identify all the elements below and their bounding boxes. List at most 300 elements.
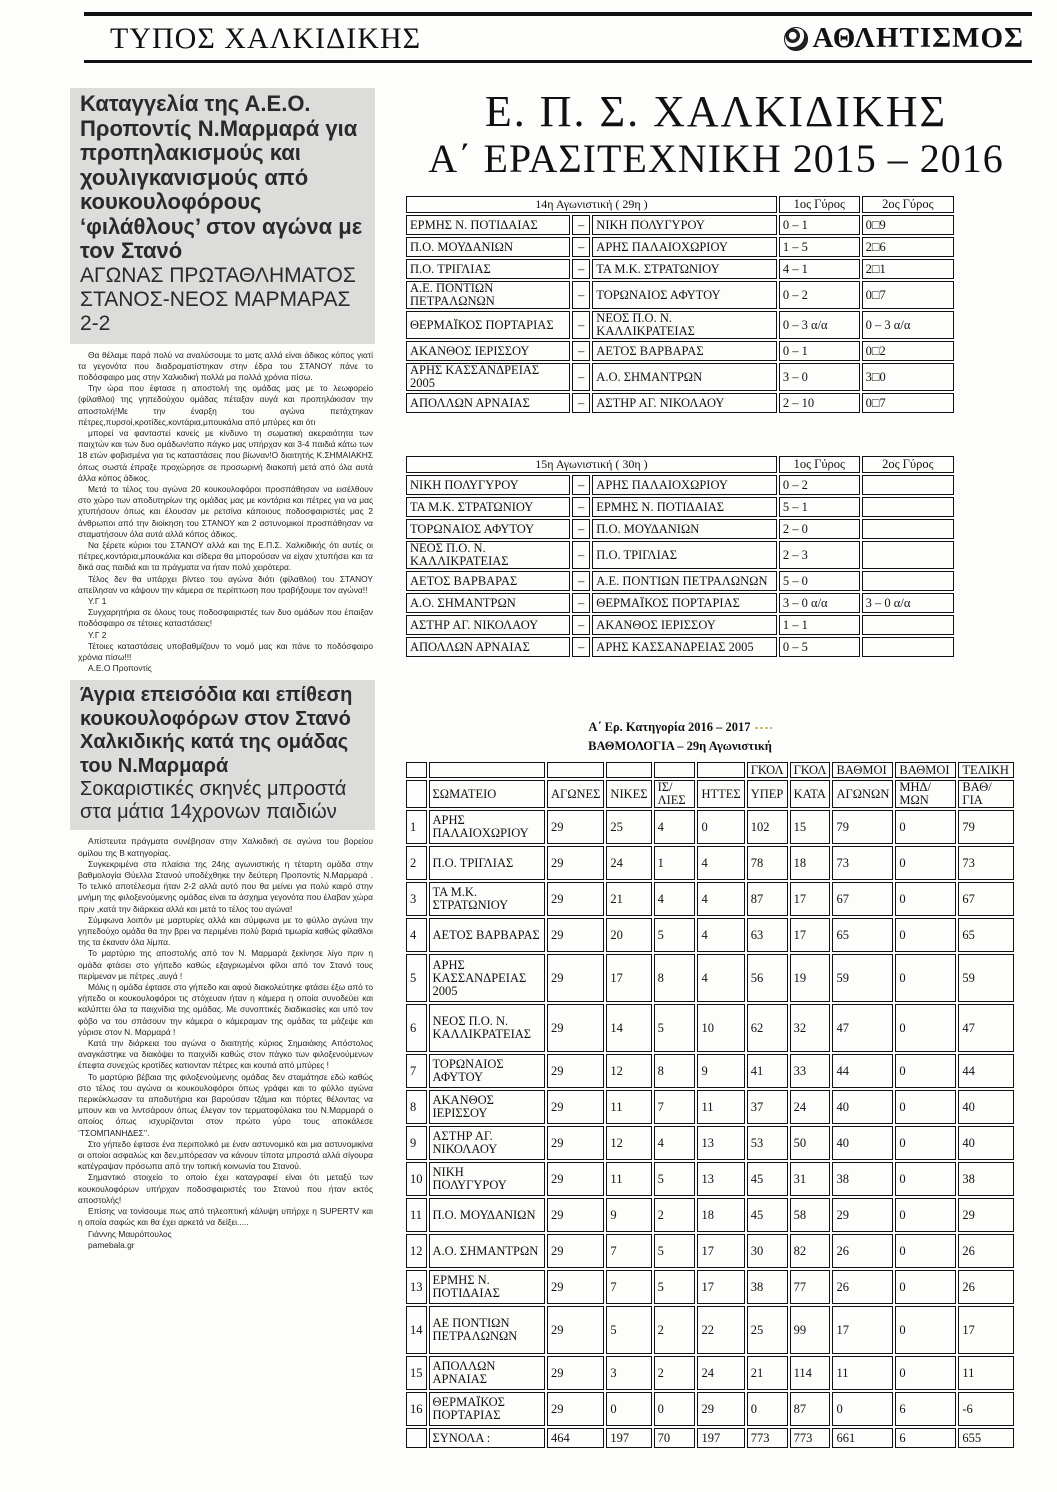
standings-row bbox=[406, 810, 1014, 844]
second-round-score: 2□1 bbox=[862, 259, 954, 279]
match-points: 11 bbox=[832, 1356, 893, 1390]
article-paragraph: Τέλος δεν θα υπάρχει βίντεο του αγώνα διότι (φίλαθλοι) του ΣΤΑΝΟΥ απείλησαν να κάψουν την κάμερα σε περίπτωση που τραβήξουμε τον αγώνα!! bbox=[78, 573, 373, 595]
header-cell: ΙΣ/ΛΙΕΣ bbox=[654, 780, 696, 808]
goals-for: 45 bbox=[747, 1162, 788, 1196]
second-round-score: 0 – 3 α/α bbox=[862, 311, 954, 339]
standings-header-top-row bbox=[406, 762, 1014, 778]
points-deducted: 0 bbox=[895, 846, 956, 880]
rank: 1 bbox=[406, 810, 427, 844]
goals-against: 19 bbox=[790, 954, 831, 1002]
article-paragraph: Να ξέρετε κύριοι του ΣΤΑΝΟΥ αλλά και της Ε.Π.Σ. Χαλκιδικής ότι αυτές οι πέτρες,κοντάρια,μπουκάλια και σίδερα θα μπορούσαν να είχαν χτυπήσει και τα δικά σας παιδιά και τα πράγματα να ήταν πολύ χειρότερα. bbox=[78, 539, 373, 573]
article-paragraph: Α.Ε.Ο Προποντίς bbox=[88, 663, 152, 674]
wins: 25 bbox=[606, 810, 651, 844]
header-cell: ΣΩΜΑΤΕΙΟ bbox=[429, 780, 545, 808]
fixture-row bbox=[406, 363, 954, 391]
total-played: 464 bbox=[547, 1428, 604, 1448]
standings-row bbox=[406, 1198, 1014, 1232]
draws: 1 bbox=[654, 846, 696, 880]
total-goals-for: 773 bbox=[747, 1428, 788, 1448]
goals-for: 41 bbox=[747, 1054, 788, 1088]
second-round-score bbox=[862, 497, 954, 517]
points-deducted: 0 bbox=[895, 1234, 956, 1268]
match-points: 79 bbox=[832, 810, 893, 844]
final-points: 59 bbox=[958, 954, 1014, 1002]
article-paragraph: Το μαρτύριο της αποστολής από τον Ν. Μαρμαρά ξεκίνησε λίγο πριν η ομάδα φτάσει στο γήπεδο καθώς εξαγριωμένοι φίλοι από τον Στανό τους περίμεναν με πέτρες ,αυγά ! bbox=[78, 948, 373, 981]
points-deducted: 0 bbox=[895, 810, 956, 844]
first-round-score: 0 – 1 bbox=[779, 215, 860, 235]
separator: – bbox=[572, 541, 590, 569]
top-rule bbox=[84, 12, 1032, 16]
first-round-score: 0 – 5 bbox=[779, 637, 860, 657]
home-team: ΑΠΟΛΛΩΝ ΑΡΝΑΙΑΣ bbox=[406, 393, 570, 413]
fixture-row bbox=[406, 615, 954, 635]
draws: 4 bbox=[654, 882, 696, 916]
header-top-cell: ΒΑΘΜΟΙ bbox=[895, 762, 956, 778]
bottom-rule bbox=[84, 60, 1032, 63]
match-points: 73 bbox=[832, 846, 893, 880]
played: 29 bbox=[547, 954, 604, 1002]
first-round-score: 0 – 3 α/α bbox=[779, 311, 860, 339]
away-team: ΝΙΚΗ ΠΟΛΥΓΥΡΟΥ bbox=[592, 215, 777, 235]
rank: 16 bbox=[406, 1392, 427, 1426]
final-points: 26 bbox=[958, 1270, 1014, 1304]
first-round-score: 0 – 2 bbox=[779, 475, 860, 495]
rank: 10 bbox=[406, 1162, 427, 1196]
standings-row bbox=[406, 1234, 1014, 1268]
separator: – bbox=[572, 393, 590, 413]
goals-for: 45 bbox=[747, 1198, 788, 1232]
article-headline-2: Άγρια επεισόδια και επίθεση κουκουλοφόρων στον Στανό Χαλκιδικής κατά της ομάδας του Ν.Μαρμαρά bbox=[80, 684, 353, 777]
second-round-score: 2□6 bbox=[862, 237, 954, 257]
losses: 18 bbox=[697, 1198, 744, 1232]
second-round-score: 0□7 bbox=[862, 393, 954, 413]
fixture-row bbox=[406, 497, 954, 517]
second-round-score: 3 – 0 α/α bbox=[862, 593, 954, 613]
col-first-round: 1ος Γύρος bbox=[779, 196, 860, 213]
points-deducted: 0 bbox=[895, 1162, 956, 1196]
away-team: Π.Ο. ΤΡΙΓΛΙΑΣ bbox=[592, 541, 777, 569]
match-points: 59 bbox=[832, 954, 893, 1002]
header-top-cell bbox=[606, 762, 651, 778]
article-paragraph: Θα θέλαμε παρά πολύ να αναλύσουμε το ματς αλλά είναι άδικος κόπος γιατί τα γεγονότα που διαδραματίστηκαν στην έδρα του ΣΤΑΝΟΥ πάνε το ποδόσφαιρο μας στην Χαλκιδική πολλά μα πολλά χρόνια πίσω. bbox=[78, 349, 373, 382]
goals-for: 53 bbox=[747, 1126, 788, 1160]
total-losses: 197 bbox=[697, 1428, 744, 1448]
separator: – bbox=[572, 615, 590, 635]
first-round-score: 3 – 0 bbox=[779, 363, 860, 391]
article-paragraph: Συγκεκριμένα στα πλαίσια της 24ης αγωνιστικής η τέταρτη ομάδα στην βαθμολογία Θύελλα Στανού υποδέχθηκε την δεύτερη Προποντίς Ν.Μαρμαρά . Το τελικό αποτέλεσμα ήταν 2-2 αλλά αυτό που θα μείνει για πολύ καιρό στην μνήμη της φιλοξενούμενης ομάδας είναι τα άσχημα γεγονότα που έλαβαν χώρα πριν ,κατά την διάρκεια αλλά και μετά το τέλος του αγώνα! bbox=[78, 858, 373, 914]
rank: 4 bbox=[406, 918, 427, 952]
total-match-points: 661 bbox=[832, 1428, 893, 1448]
team-name: ΑΣΤΗΡ ΑΓ. ΝΙΚΟΛΑΟΥ bbox=[429, 1126, 545, 1160]
fixture-row bbox=[406, 311, 954, 339]
separator: – bbox=[572, 341, 590, 361]
losses: 22 bbox=[697, 1306, 744, 1354]
losses: 13 bbox=[697, 1126, 744, 1160]
draws: 5 bbox=[654, 1270, 696, 1304]
losses: 10 bbox=[697, 1004, 744, 1052]
article-paragraph: Στο γήπεδο έφτασε ένα περιπολικό με έναν αστυνομικό και μια αστυνομικίνα οι οποίοι ασφαλώς και δεν,μπόρεσαν να κάνουν τίποτα μπροστά αλλά σίγουρα κατέγραψαν πρόσωπα από την τοπική κοινωνία του Στανού. bbox=[78, 1138, 373, 1172]
header-cell: ΝΙΚΕΣ bbox=[606, 780, 651, 808]
team-name: ΑΡΗΣ ΚΑΣΣΑΝΔΡΕΙΑΣ 2005 bbox=[429, 954, 545, 1002]
team-name: ΑΡΗΣ ΠΑΛΑΙΟΧΩΡΙΟΥ bbox=[429, 810, 545, 844]
points-deducted: 0 bbox=[895, 1270, 956, 1304]
title-line-1: Ε. Π. Σ. ΧΑΛΚΙΔΙΚΗΣ bbox=[484, 87, 948, 136]
article-column bbox=[70, 88, 375, 1438]
goals-against: 77 bbox=[790, 1270, 831, 1304]
match-points: 47 bbox=[832, 1004, 893, 1052]
away-team: Π.Ο. ΜΟΥΔΑΝΙΩΝ bbox=[592, 519, 777, 539]
losses: 29 bbox=[697, 1392, 744, 1426]
rank: 2 bbox=[406, 846, 427, 880]
goals-for: 78 bbox=[747, 846, 788, 880]
first-round-score: 2 – 3 bbox=[779, 541, 860, 569]
separator: – bbox=[572, 237, 590, 257]
points-deducted: 0 bbox=[895, 1126, 956, 1160]
points-deducted: 0 bbox=[895, 918, 956, 952]
home-team: Α.Ε. ΠΟΝΤΙΩΝ ΠΕΤΡΑΛΩΝΩΝ bbox=[406, 281, 570, 309]
col-second-round: 2ος Γύρος bbox=[862, 456, 954, 473]
header-top-cell: ΓΚΟΛ bbox=[747, 762, 788, 778]
fixture-row bbox=[406, 259, 954, 279]
fixture-row bbox=[406, 541, 954, 569]
goals-for: 62 bbox=[747, 1004, 788, 1052]
wins: 14 bbox=[606, 1004, 651, 1052]
header-cell: ΥΠΕΡ bbox=[747, 780, 788, 808]
match-points: 67 bbox=[832, 882, 893, 916]
header-cell: ΗΤΤΕΣ bbox=[697, 780, 744, 808]
team-name: ΑΕΤΟΣ ΒΑΡΒΑΡΑΣ bbox=[429, 918, 545, 952]
away-team: ΤΑ Μ.Κ. ΣΤΡΑΤΩΝΙΟΥ bbox=[592, 259, 777, 279]
team-name: Π.Ο. ΜΟΥΔΑΝΙΩΝ bbox=[429, 1198, 545, 1232]
first-round-score: 2 – 0 bbox=[779, 519, 860, 539]
first-round-score: 0 – 1 bbox=[779, 341, 860, 361]
rank: 12 bbox=[406, 1234, 427, 1268]
draws: 8 bbox=[654, 954, 696, 1002]
losses: 0 bbox=[697, 810, 744, 844]
team-name: Α.Ο. ΣΗΜΑΝΤΡΩΝ bbox=[429, 1234, 545, 1268]
played: 29 bbox=[547, 846, 604, 880]
home-team: ΑΠΟΛΛΩΝ ΑΡΝΑΙΑΣ bbox=[406, 637, 570, 657]
losses: 24 bbox=[697, 1356, 744, 1390]
fixture-row bbox=[406, 237, 954, 257]
standings-row bbox=[406, 1004, 1014, 1052]
away-team: Α.Ο. ΣΗΜΑΝΤΡΩΝ bbox=[592, 363, 777, 391]
goals-against: 82 bbox=[790, 1234, 831, 1268]
standings-heading bbox=[404, 720, 956, 754]
away-team: Α.Ε. ΠΟΝΤΙΩΝ ΠΕΤΡΑΛΩΝΩΝ bbox=[592, 571, 777, 591]
total-points-deducted: 6 bbox=[895, 1428, 956, 1448]
final-points: 65 bbox=[958, 918, 1014, 952]
standings-row bbox=[406, 1306, 1014, 1354]
rank: 6 bbox=[406, 1004, 427, 1052]
round-header: 15η Αγωνιστική ( 30η ) bbox=[406, 456, 777, 473]
draws: 5 bbox=[654, 1004, 696, 1052]
match-points: 26 bbox=[832, 1270, 893, 1304]
home-team: Α.Ο. ΣΗΜΑΝΤΡΩΝ bbox=[406, 593, 570, 613]
away-team: ΤΟΡΩΝΑΙΟΣ ΑΦΥΤΟΥ bbox=[592, 281, 777, 309]
goals-for: 30 bbox=[747, 1234, 788, 1268]
wins: 12 bbox=[606, 1054, 651, 1088]
header-top-cell bbox=[406, 762, 427, 778]
col-second-round: 2ος Γύρος bbox=[862, 196, 954, 213]
match-points: 40 bbox=[832, 1126, 893, 1160]
final-points: 67 bbox=[958, 882, 1014, 916]
team-name: ΘΕΡΜΑΪΚΟΣ ΠΟΡΤΑΡΙΑΣ bbox=[429, 1392, 545, 1426]
fixture-row bbox=[406, 393, 954, 413]
header-cell: ΑΓΩΝΕΣ bbox=[547, 780, 604, 808]
header-top-cell: ΤΕΛΙΚΗ bbox=[958, 762, 1014, 778]
final-points: 47 bbox=[958, 1004, 1014, 1052]
played: 29 bbox=[547, 1162, 604, 1196]
second-round-score bbox=[862, 475, 954, 495]
standings-table bbox=[404, 760, 1016, 1450]
standings-row bbox=[406, 1054, 1014, 1088]
wins: 9 bbox=[606, 1198, 651, 1232]
team-name: ΑΚΑΝΘΟΣ ΙΕΡΙΣΣΟΥ bbox=[429, 1090, 545, 1124]
wins: 0 bbox=[606, 1392, 651, 1426]
header-cell: ΚΑΤΑ bbox=[790, 780, 831, 808]
final-points: 79 bbox=[958, 810, 1014, 844]
separator: – bbox=[572, 519, 590, 539]
away-team: ΑΡΗΣ ΠΑΛΑΙΟΧΩΡΙΟΥ bbox=[592, 475, 777, 495]
goals-against: 31 bbox=[790, 1162, 831, 1196]
match-points: 26 bbox=[832, 1234, 893, 1268]
played: 29 bbox=[547, 918, 604, 952]
match-points: 44 bbox=[832, 1054, 893, 1088]
played: 29 bbox=[547, 1270, 604, 1304]
subhead-line-2: ΣΤΑΝΟΣ-ΝΕΟΣ ΜΑΡΜΑΡΑΣ 2-2 bbox=[80, 287, 351, 335]
team-name: ΝΙΚΗ ΠΟΛΥΓΥΡΟΥ bbox=[429, 1162, 545, 1196]
match-points: 29 bbox=[832, 1198, 893, 1232]
played: 29 bbox=[547, 1126, 604, 1160]
points-deducted: 0 bbox=[895, 1198, 956, 1232]
standings-totals-row bbox=[406, 1428, 1014, 1448]
wins: 17 bbox=[606, 954, 651, 1002]
separator: – bbox=[572, 571, 590, 591]
header-top-cell: ΓΚΟΛ bbox=[790, 762, 831, 778]
match-points: 40 bbox=[832, 1090, 893, 1124]
goals-against: 18 bbox=[790, 846, 831, 880]
decoration-dots-icon bbox=[754, 726, 772, 730]
main-title bbox=[396, 88, 1036, 182]
wins: 24 bbox=[606, 846, 651, 880]
wins: 3 bbox=[606, 1356, 651, 1390]
first-round-score: 5 – 0 bbox=[779, 571, 860, 591]
separator: – bbox=[572, 497, 590, 517]
goals-against: 99 bbox=[790, 1306, 831, 1354]
losses: 9 bbox=[697, 1054, 744, 1088]
standings-row bbox=[406, 1162, 1014, 1196]
draws: 2 bbox=[654, 1198, 696, 1232]
standings-category bbox=[404, 720, 956, 735]
article-paragraph: Υ.Γ 1 bbox=[88, 595, 107, 606]
away-team: ΝΕΟΣ Π.Ο. Ν. ΚΑΛΛΙΚΡΑΤΕΙΑΣ bbox=[592, 311, 777, 339]
wins: 7 bbox=[606, 1234, 651, 1268]
draws: 5 bbox=[654, 918, 696, 952]
header-top-cell bbox=[654, 762, 696, 778]
fixture-row bbox=[406, 475, 954, 495]
draws: 5 bbox=[654, 1162, 696, 1196]
losses: 4 bbox=[697, 954, 744, 1002]
header-top-cell bbox=[547, 762, 604, 778]
draws: 2 bbox=[654, 1306, 696, 1354]
article-subhead bbox=[70, 264, 375, 344]
separator: – bbox=[572, 215, 590, 235]
fixture-row bbox=[406, 593, 954, 613]
article-paragraph: Μετά το τέλος του αγώνα 20 κουκουλοφόροι προσπάθησαν να εισέλθουν στο χώρο των αποδυτηρίων της ομάδας μας με κοντάρια και πέτρες για να μας χτυπήσουν όπως και έλουσαν με ρετσίνα κάποιους ποδοσφαιριστές μας 2 άνθρωποι από την διοίκηση του ΣΤΑΝΟΥ και 2 αστυνομικοί προσπάθησαν να σταματήσουν όλα αυτά αλλά κόπος άδικος. bbox=[78, 483, 373, 539]
goals-against: 58 bbox=[790, 1198, 831, 1232]
points-deducted: 0 bbox=[895, 882, 956, 916]
final-points: 11 bbox=[958, 1356, 1014, 1390]
draws: 4 bbox=[654, 1126, 696, 1160]
losses: 4 bbox=[697, 918, 744, 952]
home-team: ΤΑ Μ.Κ. ΣΤΡΑΤΩΝΙΟΥ bbox=[406, 497, 570, 517]
standings-row bbox=[406, 1392, 1014, 1426]
first-round-score: 0 – 2 bbox=[779, 281, 860, 309]
home-team: ΝΙΚΗ ΠΟΛΥΓΥΡΟΥ bbox=[406, 475, 570, 495]
standings-title: ΒΑΘΜΟΛΟΓΙΑ – 29η Αγωνιστική bbox=[588, 739, 772, 753]
points-deducted: 0 bbox=[895, 1306, 956, 1354]
points-deducted: 0 bbox=[895, 1090, 956, 1124]
away-team: ΕΡΜΗΣ Ν. ΠΟΤΙΔΑΙΑΣ bbox=[592, 497, 777, 517]
home-team: ΑΡΗΣ ΚΑΣΣΑΝΔΡΕΙΑΣ 2005 bbox=[406, 363, 570, 391]
team-name: ΑΕ ΠΟΝΤΙΩΝ ΠΕΤΡΑΛΩΝΩΝ bbox=[429, 1306, 545, 1354]
goals-against: 17 bbox=[790, 918, 831, 952]
total-team-name: ΣΥΝΟΛΑ : bbox=[429, 1428, 545, 1448]
points-deducted: 0 bbox=[895, 1004, 956, 1052]
draws: 5 bbox=[654, 1234, 696, 1268]
draws: 2 bbox=[654, 1356, 696, 1390]
fixture-row bbox=[406, 215, 954, 235]
second-round-score: 0□9 bbox=[862, 215, 954, 235]
total-final-points: 655 bbox=[958, 1428, 1014, 1448]
wins: 5 bbox=[606, 1306, 651, 1354]
losses: 17 bbox=[697, 1234, 744, 1268]
fixture-row bbox=[406, 571, 954, 591]
separator: – bbox=[572, 475, 590, 495]
masthead bbox=[84, 8, 1032, 64]
goals-against: 33 bbox=[790, 1054, 831, 1088]
away-team: ΑΚΑΝΘΟΣ ΙΕΡΙΣΣΟΥ bbox=[592, 615, 777, 635]
col-first-round: 1ος Γύρος bbox=[779, 456, 860, 473]
wins: 11 bbox=[606, 1162, 651, 1196]
losses: 4 bbox=[697, 846, 744, 880]
points-deducted: 0 bbox=[895, 1356, 956, 1390]
second-round-score bbox=[862, 571, 954, 591]
team-name: ΝΕΟΣ Π.Ο. Ν. ΚΑΛΛΙΚΡΑΤΕΙΑΣ bbox=[429, 1004, 545, 1052]
rank: 11 bbox=[406, 1198, 427, 1232]
standings-row bbox=[406, 1090, 1014, 1124]
goals-against: 32 bbox=[790, 1004, 831, 1052]
first-round-score: 1 – 5 bbox=[779, 237, 860, 257]
match-points: 38 bbox=[832, 1162, 893, 1196]
article-body-1 bbox=[70, 344, 375, 675]
fixture-row bbox=[406, 341, 954, 361]
played: 29 bbox=[547, 1090, 604, 1124]
total-goals-against: 773 bbox=[790, 1428, 831, 1448]
second-round-score bbox=[862, 541, 954, 569]
played: 29 bbox=[547, 1054, 604, 1088]
goals-for: 38 bbox=[747, 1270, 788, 1304]
article-paragraph: Κατά την διάρκεια του αγώνα ο διαιτητής κύριος Σημαιάκης Απόστολος αναγκάστηκε να διακόψει το παιχνίδι καθώς στον πάγκο των φιλοξενούμενων έπεφτα συνεχώς κροτίδες κατιονταν πέτρες και κουτιά από μπύρες ! bbox=[78, 1038, 373, 1071]
first-round-score: 2 – 10 bbox=[779, 393, 860, 413]
losses: 17 bbox=[697, 1270, 744, 1304]
standings-row bbox=[406, 1270, 1014, 1304]
rank: 14 bbox=[406, 1306, 427, 1354]
home-team: Π.Ο. ΜΟΥΔΑΝΙΩΝ bbox=[406, 237, 570, 257]
goals-against: 87 bbox=[790, 1392, 831, 1426]
final-points: 26 bbox=[958, 1234, 1014, 1268]
separator: – bbox=[572, 311, 590, 339]
separator: – bbox=[572, 281, 590, 309]
separator: – bbox=[572, 363, 590, 391]
article-paragraph: Επίσης να τονίσουμε πως από τηλεοπτική κάλυψη υπήρχε η SUPERTV και η οποία σαφώς και θα έχει αρκετά να δείξει..... bbox=[78, 1206, 373, 1228]
final-points: 29 bbox=[958, 1198, 1014, 1232]
away-team: ΘΕΡΜΑΪΚΟΣ ΠΟΡΤΑΡΙΑΣ bbox=[592, 593, 777, 613]
played: 29 bbox=[547, 1392, 604, 1426]
article-paragraph: Υ.Γ 2 bbox=[88, 629, 107, 640]
wins: 21 bbox=[606, 882, 651, 916]
goals-for: 56 bbox=[747, 954, 788, 1002]
rank: 8 bbox=[406, 1090, 427, 1124]
article-paragraph: Γιάννης Μαυρόπουλος bbox=[88, 1228, 172, 1239]
goals-against: 17 bbox=[790, 882, 831, 916]
total-rank bbox=[406, 1428, 427, 1448]
goals-for: 25 bbox=[747, 1306, 788, 1354]
fixture-row bbox=[406, 281, 954, 309]
round-header: 14η Αγωνιστική ( 29η ) bbox=[406, 196, 777, 213]
match-points: 65 bbox=[832, 918, 893, 952]
played: 29 bbox=[547, 1234, 604, 1268]
header-cell: ΑΓΩΝΩΝ bbox=[832, 780, 893, 808]
team-name: ΤΟΡΩΝΑΙΟΣ ΑΦΥΤΟΥ bbox=[429, 1054, 545, 1088]
home-team: ΘΕΡΜΑΪΚΟΣ ΠΟΡΤΑΡΙΑΣ bbox=[406, 311, 570, 339]
draws: 0 bbox=[654, 1392, 696, 1426]
home-team: ΤΟΡΩΝΑΙΟΣ ΑΦΥΤΟΥ bbox=[406, 519, 570, 539]
points-deducted: 0 bbox=[895, 954, 956, 1002]
rank: 5 bbox=[406, 954, 427, 1002]
rank: 9 bbox=[406, 1126, 427, 1160]
final-points: 44 bbox=[958, 1054, 1014, 1088]
header-cell bbox=[406, 780, 427, 808]
newspaper-name: ΤΥΠΟΣ ΧΑΛΚΙΔΙΚΗΣ bbox=[110, 22, 422, 55]
separator: – bbox=[572, 637, 590, 657]
separator: – bbox=[572, 259, 590, 279]
draws: 8 bbox=[654, 1054, 696, 1088]
played: 29 bbox=[547, 1004, 604, 1052]
article-paragraph: Σημαντικό στοιχείο το οποίο έχει καταγραφεί είναι ότι μεταξύ των κουκουλοφόρων υπήρχαν ποδοσφαιριστές του Στανού που ήταν εκτός αποστολής! bbox=[78, 1172, 373, 1205]
away-team: ΑΣΤΗΡ ΑΓ. ΝΙΚΟΛΑΟΥ bbox=[592, 393, 777, 413]
article-paragraph: Απίστευτα πράγματα συνέβησαν στην Χαλκιδική σε αγώνα του βορείου ομίλου της Β κατηγορίας. bbox=[78, 836, 373, 858]
total-draws: 70 bbox=[654, 1428, 696, 1448]
second-round-score bbox=[862, 637, 954, 657]
home-team: ΑΣΤΗΡ ΑΓ. ΝΙΚΟΛΑΟΥ bbox=[406, 615, 570, 635]
team-name: ΤΑ Μ.Κ. ΣΤΡΑΤΩΝΙΟΥ bbox=[429, 882, 545, 916]
second-round-score bbox=[862, 519, 954, 539]
wins: 12 bbox=[606, 1126, 651, 1160]
played: 29 bbox=[547, 1306, 604, 1354]
article-paragraph: Τέτοιες καταστάσεις υποβαθμίζουν το νομό μας και πάνε το ποδόσφαιρο χρόνια πίσω!!! bbox=[78, 640, 373, 662]
played: 29 bbox=[547, 882, 604, 916]
team-name: ΕΡΜΗΣ Ν. ΠΟΤΙΔΑΙΑΣ bbox=[429, 1270, 545, 1304]
goals-for: 87 bbox=[747, 882, 788, 916]
standings-header-row bbox=[406, 780, 1014, 808]
category-text: Α΄ Ερ. Κατηγορία 2016 – 2017 bbox=[588, 720, 751, 734]
final-points: 17 bbox=[958, 1306, 1014, 1354]
final-points: 73 bbox=[958, 846, 1014, 880]
home-team: ΑΚΑΝΘΟΣ ΙΕΡΙΣΣΟΥ bbox=[406, 341, 570, 361]
rank: 3 bbox=[406, 882, 427, 916]
